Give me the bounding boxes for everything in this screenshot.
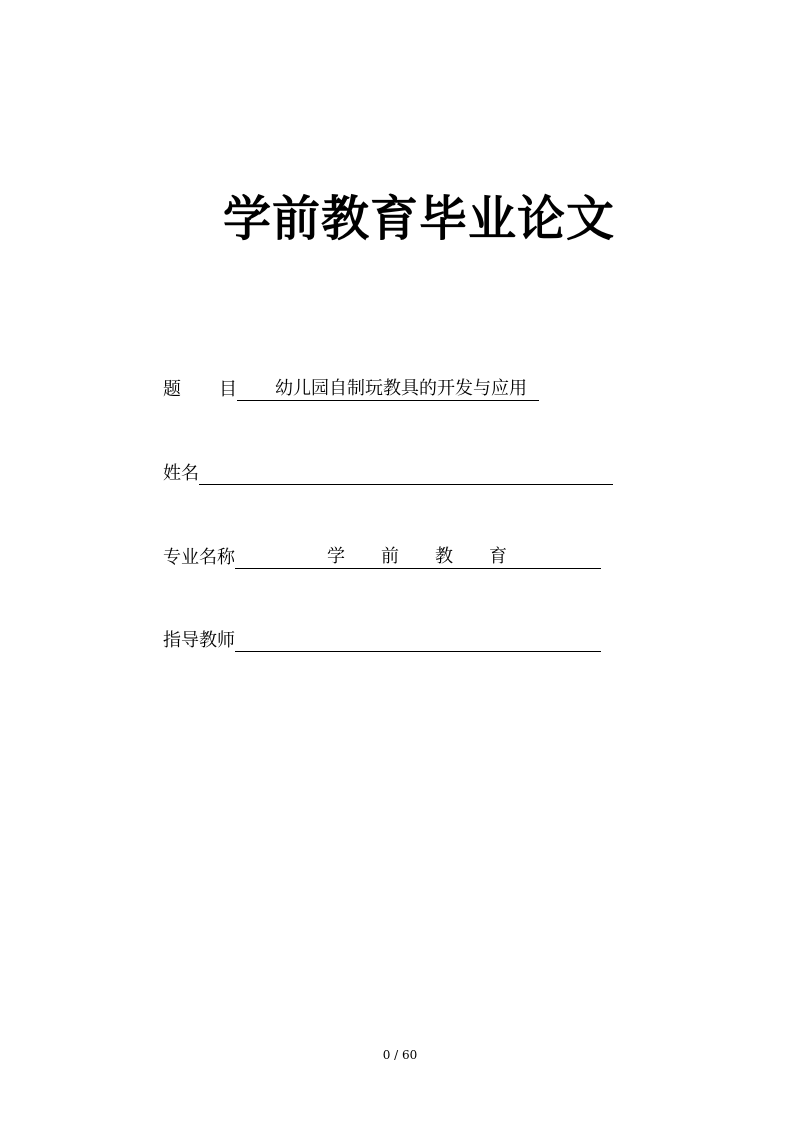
advisor-underline — [235, 629, 601, 652]
topic-label-char2: 目 — [219, 379, 237, 400]
major-field — [163, 546, 601, 569]
topic-underline — [237, 378, 539, 401]
major-label: 专业名称 — [163, 547, 235, 568]
thesis-title: 学前教育毕业论文 — [222, 191, 615, 247]
name-underline — [199, 462, 613, 485]
topic-value: 幼儿园自制玩教具的开发与应用 — [275, 378, 527, 399]
major-value: 学 前 教 育 — [327, 546, 507, 567]
name-field — [163, 462, 613, 485]
page-number: 0 / 60 — [382, 1048, 418, 1062]
topic-label-char1: 题 — [163, 379, 181, 400]
topic-field — [163, 378, 539, 401]
advisor-label: 指导教师 — [163, 630, 235, 651]
name-label: 姓名 — [163, 463, 199, 484]
advisor-field — [163, 629, 601, 652]
major-underline — [235, 546, 601, 569]
